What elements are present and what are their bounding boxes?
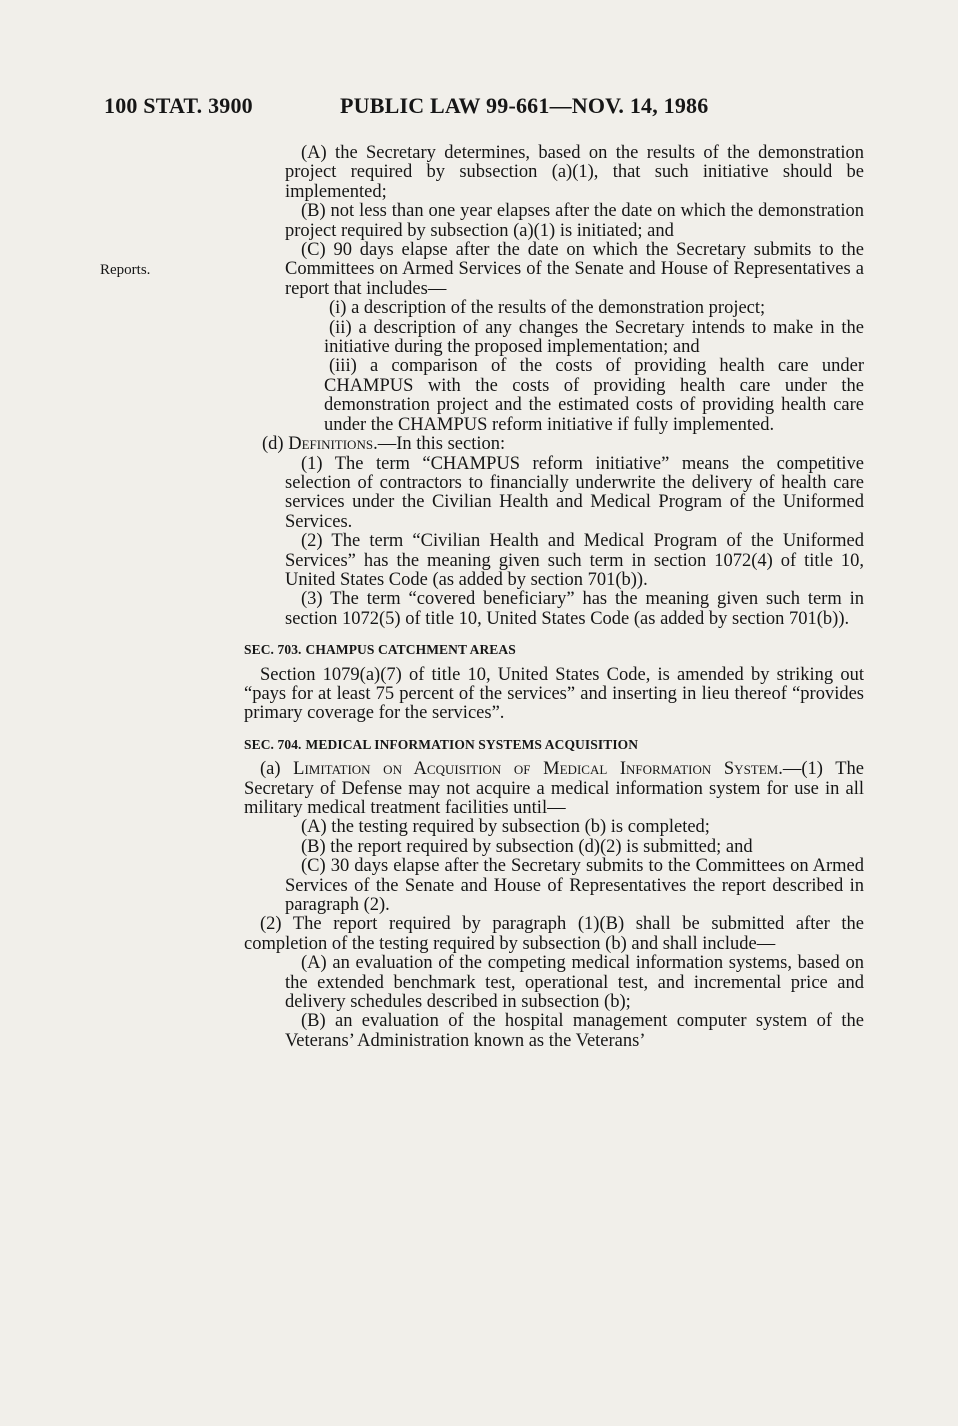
- para-d-1: (1) The term “CHAMPUS reform initiative” means the competitive selection of contractors to financially underwrite the delivery of health care services under the Civilian Health and Medical Program of the Uniformed Services.: [285, 453, 864, 532]
- para-d-3: (3) The term “covered beneficiary” has the meaning given such term in section 1072(5) of title 10, United States Code (as added by section 701(b)).: [285, 589, 864, 629]
- para-c-a: (A) the Secretary determines, based on the results of the demonstration project required by subsection (a)(1), that such initiative should be implemented;: [285, 143, 864, 202]
- section-703-number: SEC. 703.: [244, 642, 302, 658]
- section-704-heading: [244, 735, 864, 754]
- subsection-d-label: (d): [262, 434, 289, 455]
- para-c-c-ii: (ii) a description of any changes the Secretary intends to make in the initiative during the proposed implementation; and: [324, 317, 864, 358]
- section-703-text: Section 1079(a)(7) of title 10, United States Code, is amended by striking out “pays for at least 75 percent of the services” and inserting in lieu thereof “provides primary coverage for the services”.: [244, 664, 864, 724]
- subsection-a-text: [244, 760, 864, 818]
- subsection-a-label: (a): [260, 759, 294, 780]
- para-a1-b: (B) the report required by subsection (d)(2) is submitted; and: [301, 836, 753, 857]
- section-704-number: SEC. 704.: [244, 736, 302, 752]
- margin-note-reports: Reports.: [100, 262, 151, 278]
- public-law-header: PUBLIC LAW 99-661—NOV. 14, 1986: [340, 93, 709, 118]
- subsection-d-heading: [244, 435, 864, 454]
- para-a2: (2) The report required by paragraph (1)(B) shall be submitted after the completion of the testing required by subsection (b) and shall include—: [244, 914, 864, 954]
- section-703-title: CHAMPUS CATCHMENT AREAS: [305, 642, 516, 658]
- para-c-c-i: (i) a description of the results of the demonstration project;: [329, 298, 766, 319]
- section-703-heading: [244, 640, 864, 659]
- subsection-a-tail: .—(1) The Secretary of Defense may not acquire a medical information system for use in all military medical treatment facilities until—: [244, 759, 864, 818]
- body-text: [244, 144, 864, 1051]
- subsection-d-tail: .—In this section:: [373, 434, 506, 455]
- section-704-title: MEDICAL INFORMATION SYSTEMS ACQUISITION: [305, 736, 639, 752]
- para-d-2: (2) The term “Civilian Health and Medical Program of the Uniformed Services” has the meaning given such term in section 1072(4) of title 10, United States Code (as added by section 701(b)).: [285, 531, 864, 590]
- para-c-c: (C) 90 days elapse after the date on which the Secretary submits to the Committees on Armed Services of the Senate and House of Representatives a report that includes—: [285, 240, 864, 299]
- subsection-d-title: Definitions: [288, 434, 374, 455]
- para-a1-c: (C) 30 days elapse after the Secretary submits to the Committees on Armed Services of the Senate and House of Representatives the report described in paragraph (2).: [285, 856, 864, 916]
- para-a2-a: (A) an evaluation of the competing medical information systems, based on the extended benchmark test, operational test, and incremental price and delivery schedules described in subsection (b);: [285, 953, 864, 1013]
- para-a2-b: (B) an evaluation of the hospital management computer system of the Veterans’ Administration known as the Veterans’: [285, 1011, 864, 1051]
- page-number-header: 100 STAT. 3900: [104, 93, 253, 118]
- para-c-b: (B) not less than one year elapses after the date on which the demonstration project required by subsection (a)(1) is initiated; and: [285, 201, 864, 241]
- para-a1-a: (A) the testing required by subsection (b) is completed;: [301, 817, 710, 838]
- para-c-c-iii: (iii) a comparison of the costs of providing health care under CHAMPUS with the costs of providing health care under the demonstration project and the estimated costs of providing health care under the CHAMPUS reform initiative if fully implemented.: [324, 356, 864, 435]
- subsection-a-title: Limitation on Acquisition of Medical Information System: [293, 759, 779, 780]
